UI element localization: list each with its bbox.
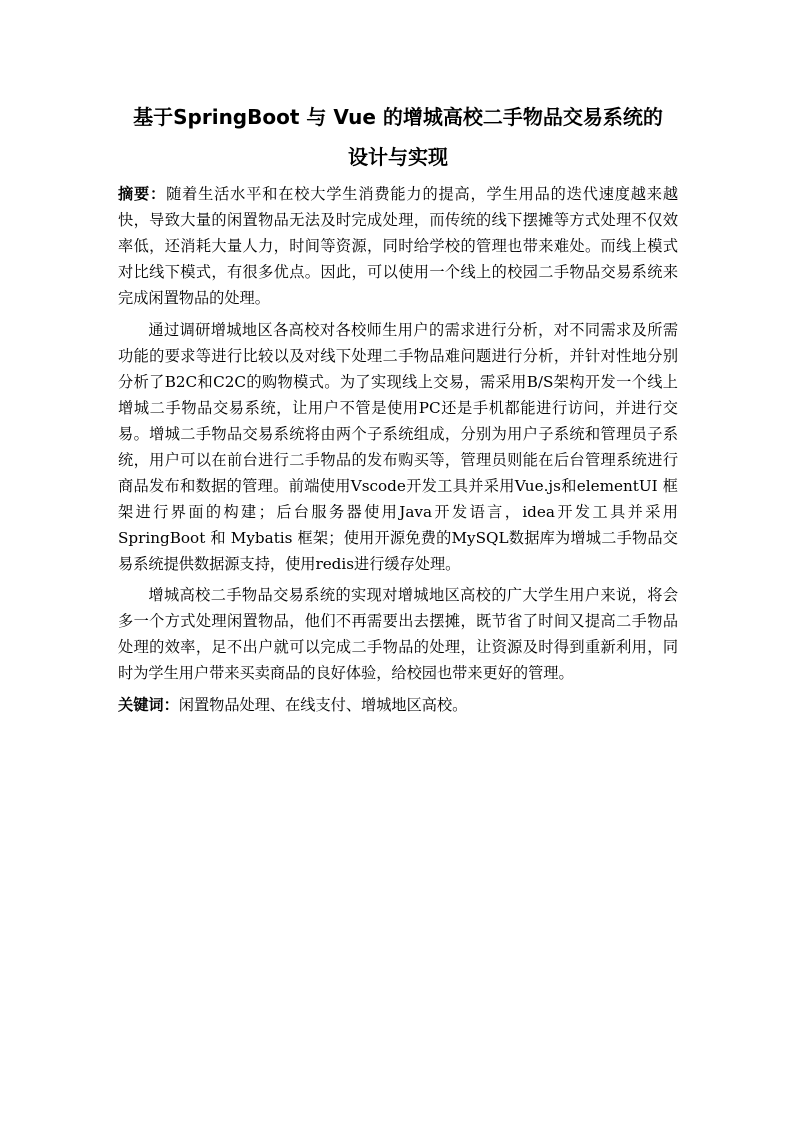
abstract-section [118, 181, 678, 723]
abstract-paragraph-3: 增城高校二手物品交易系统的实现对增城地区高校的广大学生用户来说，将会多一个方式处理闲置物品，他们不再需要出去摆摊，既节省了时间又提高二手物品处理的效率，足不出户就可以完成二手物品的处理，让资源及时得到重新利用，同时为学生用户带来买卖商品的良好体验，给校园也带来更好的管理。 [118, 586, 678, 682]
keywords-label: 关键词： [118, 695, 179, 714]
abstract-paragraph-1-text: 随着生活水平和在校大学生消费能力的提高，学生用品的迭代速度越来越快，导致大量的闲置物品无法及时完成处理，而传统的线下摆摊等方式处理不仅效率低，还消耗大量人力，时间等资源，同时给学校的管理也带来难处。而线上模式对比线下模式，有很多优点。因此，可以使用一个线上的校园二手物品交易系统来完成闲置物品的处理。 [118, 185, 679, 307]
abstract-paragraph-1 [118, 181, 678, 311]
paper-title-line-2: 设计与实现 [348, 145, 448, 169]
keywords-line [118, 692, 678, 718]
abstract-label: 摘要： [118, 185, 167, 203]
keywords-text: 闲置物品处理、在线支付、增城地区高校。 [178, 695, 468, 714]
abstract-paragraph-2: 通过调研增城地区各高校对各校师生用户的需求进行分析，对不同需求及所需功能的要求等进行比较以及对线下处理二手物品难问题进行分析，并针对性地分别分析了B2C和C2C的购物模式。为了实现线上交易，需采用B/S架构开发一个线上增城二手物品交易系统，让用户不管是使用PC还是手机都能进行访问，并进行交易。增城二手物品交易系统将由两个子系统组成，分别为用户子系统和管理员子系统，用户可以在前台进行二手物品的发布购买等，管理员则能在后台管理系统进行商品发布和数据的管理。前端使用Vscode开发工具并采用Vue.js和elementUI 框架进行界面的构建；后台服务器使用Java开发语言，idea开发工具并采用SpringBoot 和 Mybatis 框架；使用开源免费的MySQL数据库为增城二手物品交易系统提供数据源支持，使用redis进行缓存处理。 [118, 320, 678, 573]
paper-title-line-1: 基于SpringBoot 与 Vue 的增城高校二手物品交易系统的 [133, 105, 663, 129]
